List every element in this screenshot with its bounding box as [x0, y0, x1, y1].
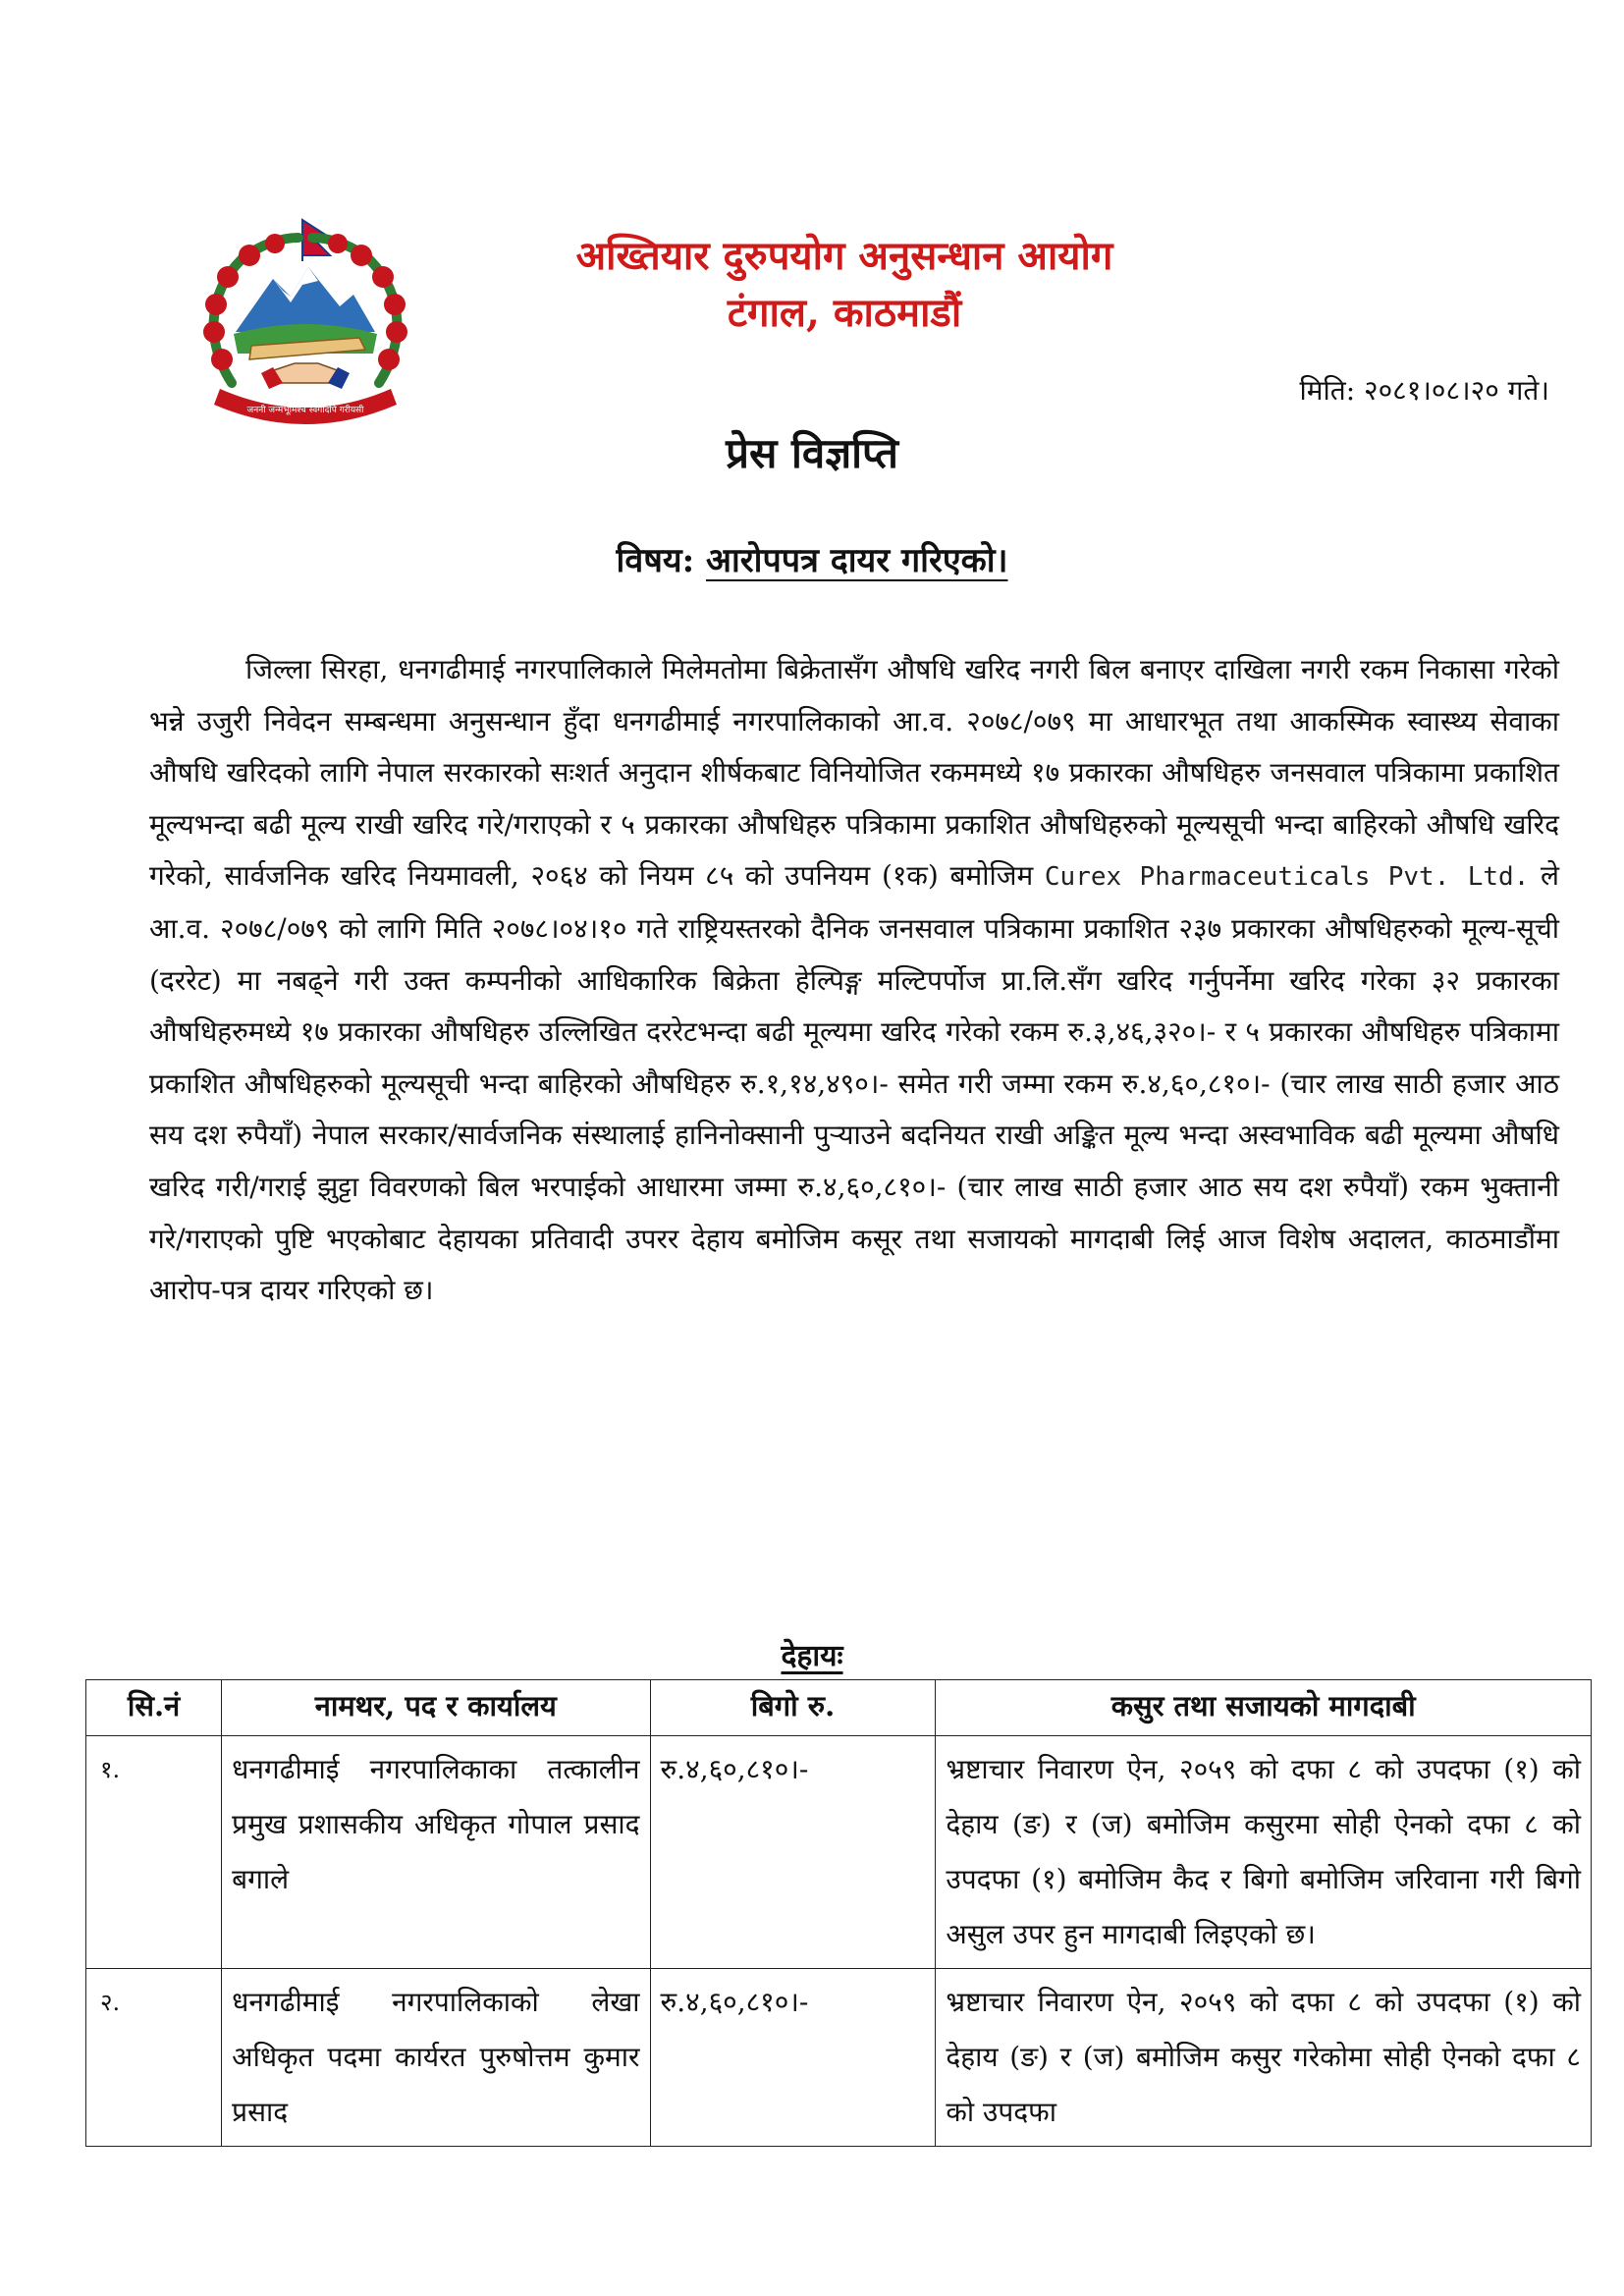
subject-label: विषय: [616, 541, 695, 580]
table-row [86, 1969, 1592, 2147]
emblem-motto: जननी जन्मभूमिश्च स्वर्गादपि गरीयसी [246, 406, 364, 415]
header-name-post-office: नामथर, पद र कार्यालय [222, 1680, 650, 1736]
header-amount: बिगो रु. [650, 1680, 936, 1736]
row-serial-no: १. [86, 1736, 222, 1969]
table-caption: देहायः [781, 1639, 843, 1673]
org-name-line1: अख्तियार दुरुपयोग अनुसन्धान आयोग [575, 233, 1113, 279]
mountain-icon [236, 267, 375, 332]
row-name: धनगढीमाई नगरपालिकाका तत्कालीन प्रमुख प्रशासकीय अधिकृत गोपाल प्रसाद बगाले [222, 1736, 650, 1969]
body-paragraph [149, 644, 1559, 1317]
company-name: Curex Pharmaceuticals Pvt. Ltd. [1044, 862, 1530, 893]
body-text-part1: जिल्ला सिरहा, धनगढीमाई नगरपालिकाले मिलेमतोमा बिक्रेतासँग औषधि खरिद नगरी बिल बनाएर दाखिला नगरी रकम निकासा गरेको भन्ने उजुरी निवेदन सम्बन्धमा अनुसन्धान हुँदा धनगढीमाई नगरपालिकाको आ.व. २०७८/०७९ मा आधारभूत तथा आकस्मिक स्वास्थ्य सेवाका औषधि खरिदको लागि नेपाल सरकारको सःशर्त अनुदान शीर्षकबाट विनियोजित रकममध्ये १७ प्रकारका औषधिहरु जनसवाल पत्रिकामा प्रकाशित मूल्यभन्दा बढी मूल्य राखी खरिद गरे/गराएको र ५ प्रकारका औषधिहरु पत्रिकामा प्रकाशित औषधिहरुको मूल्यसूची भन्दा बाहिरको औषधि खरिद गरेको, सार्वजनिक खरिद नियमावली, २०६४ को नियम ८५ को उपनियम (१क) बमोजिम [149, 653, 1559, 893]
handshake-icon [261, 363, 350, 389]
table-header-row [86, 1680, 1592, 1736]
body-text-part2: ले आ.व. २०७८/०७९ को लागि मिति २०७८।०४।१० गते राष्ट्रियस्तरको दैनिक जनसवाल पत्रिकामा प्रकाशित २३७ प्रकारका औषधिहरुको मूल्य-सूची (दररेट) मा नबढ्ने गरी उक्त कम्पनीको आधिकारिक बिक्रेता हेल्पिङ्ग मल्टिपर्पोज प्रा.लि.सँग खरिद गर्नुपर्नेमा खरिद गरेका ३२ प्रकारका औषधिहरुमध्ये १७ प्रकारका औषधिहरु उल्लिखित दररेटभन्दा बढी मूल्यमा खरिद गरेको रकम रु.३,४६,३२०।- र ५ प्रकारका औषधिहरु पत्रिकामा प्रकाशित औषधिहरुको मूल्यसूची भन्दा बाहिरको औषधिहरु रु.१,१४,४९०।- समेत गरी जम्मा रकम रु.४,६०,८१०।- (चार लाख साठी हजार आठ सय दश रुपैयाँ) नेपाल सरकार/सार्वजनिक संस्थालाई हानिनोक्सानी पुऱ्याउने बदनियत राखी अङ्कित मूल्य भन्दा अस्वभाविक बढी मूल्यमा औषधि खरिद गरी/गराई झुट्टा विवरणको बिल भरपाईको आधारमा जम्मा रु.४,६०,८१०।- (चार लाख साठी हजार आठ सय दश रुपैयाँ) रकम भुक्तानी गरे/गराएको पुष्टि भएकोबाट देहायका प्रतिवादी उपरर देहाय बमोजिम कसूर तथा सजायको मागदाबी लिई आज विशेष अदालत, काठमाडौंमा आरोप-पत्र दायर गरिएको छ। [149, 859, 1559, 1307]
nepal-emblem-logo [192, 216, 418, 432]
row-amount: रु.४,६०,८१०।- [650, 1969, 936, 2147]
press-date: मिति: २०८१।०८।२० गते। [1299, 374, 1549, 407]
row-amount: रु.४,६०,८१०।- [650, 1736, 936, 1969]
row-claim: भ्रष्टाचार निवारण ऐन, २०५९ को दफा ८ को उपदफा (१) को देहाय (ङ) र (ज) बमोजिम कसुर गरेकोमा सोही ऐनको दफा ८ को उपदफा [936, 1969, 1592, 2147]
org-name-line2: टंगाल, काठमाडौं [727, 290, 962, 336]
table-row [86, 1736, 1592, 1969]
header-serial-no: सि.नं [86, 1680, 222, 1736]
organization-name [511, 228, 1178, 342]
subject-line [0, 536, 1624, 581]
row-name: धनगढीमाई नगरपालिकाको लेखा अधिकृत पदमा कार्यरत पुरुषोत्तम कुमार प्रसाद [222, 1969, 650, 2147]
accused-table [85, 1679, 1592, 2147]
press-release-title: प्रेस विज्ञप्ति [726, 429, 898, 477]
row-serial-no: २. [86, 1969, 222, 2147]
subject-text: आरोपपत्र दायर गरिएको। [706, 541, 1008, 580]
row-claim: भ्रष्टाचार निवारण ऐन, २०५९ को दफा ८ को उपदफा (१) को देहाय (ङ) र (ज) बमोजिम कसुरमा सोही ऐनको दफा ८ को उपदफा (१) बमोजिम कैद र बिगो बमोजिम जरिवाना गरी बिगो असुल उपर हुन मागदाबी लिइएको छ। [936, 1736, 1592, 1969]
header-charge-claim: कसुर तथा सजायको मागदाबी [936, 1680, 1592, 1736]
